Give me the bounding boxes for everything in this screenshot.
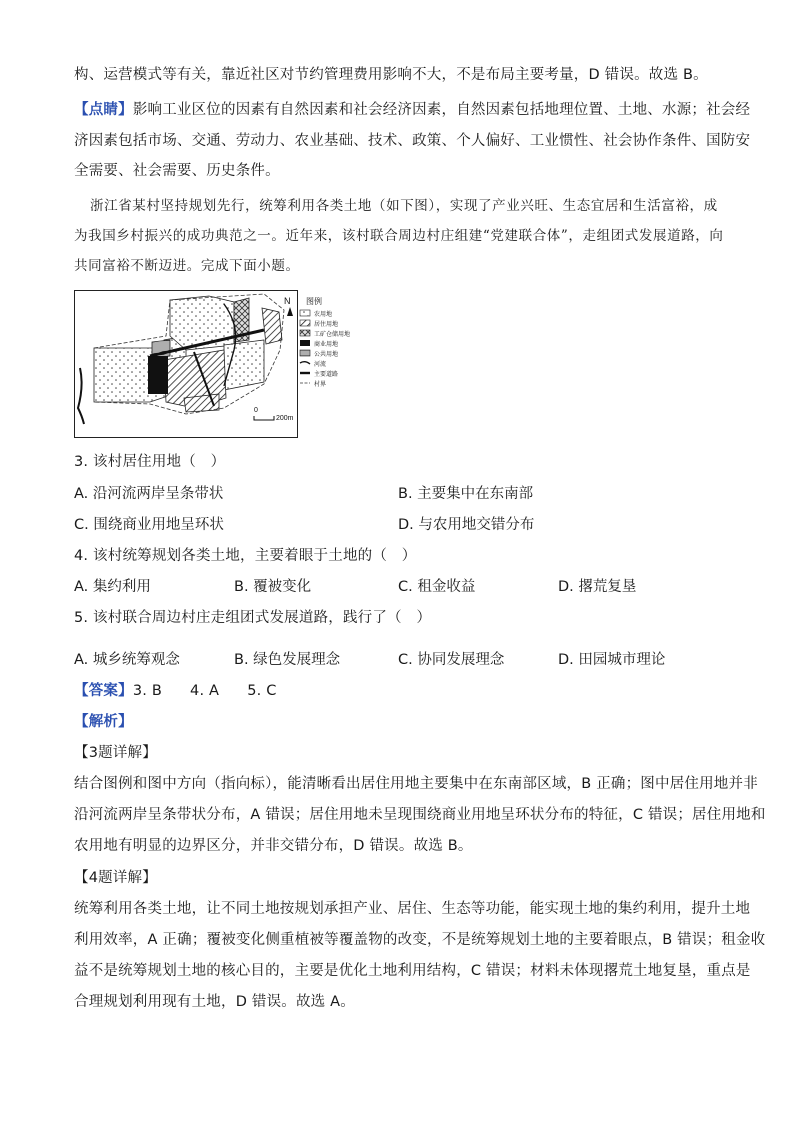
residential-area — [262, 308, 282, 344]
north-label: N — [284, 296, 291, 306]
tip-paragraph — [74, 100, 750, 120]
detail-line: 沿河流两岸呈条带状分布，A 错误；居住用地未呈现围绕商业用地呈环状分布的特征，C 错误；居住用地和 — [74, 807, 766, 823]
option: C. 协同发展理念 — [398, 652, 505, 668]
detail-line: 合理规划利用现有土地，D 错误。故选 A。 — [74, 994, 356, 1010]
option: C. 租金收益 — [398, 579, 476, 595]
option: C. 围绕商业用地呈环状 — [74, 517, 224, 533]
analysis-tag: 【解析】 — [74, 714, 133, 730]
answer-value: 3. B — [132, 683, 163, 699]
legend-label: 居住用地 — [314, 321, 339, 328]
text-line: 构、运营模式等有关，靠近社区对节约管理费用影响不大，不是布局主要考量，D 错误。故选 B。 — [74, 67, 708, 83]
detail-line: 统筹利用各类土地，让不同土地按规划承担产业、居住、生态等功能，能实现土地的集约利用，提升土地 — [74, 901, 751, 917]
detail-line: 农用地有明显的边界区分，并非交错分布，D 错误。故选 B。 — [74, 838, 473, 854]
legend-title: 图例 — [306, 297, 322, 306]
option: A. 城乡统筹观念 — [74, 652, 180, 668]
option: B. 主要集中在东南部 — [398, 486, 534, 502]
legend-swatch-residential — [300, 320, 310, 326]
legend-swatch-farmland — [300, 310, 310, 316]
legend-label: 公共用地 — [314, 351, 339, 358]
option: A. 沿河流两岸呈条带状 — [74, 486, 224, 502]
scale-zero: 0 — [254, 407, 258, 414]
intro-line: 共同富裕不断迈进。完成下面小题。 — [74, 258, 300, 274]
legend-label: 村界 — [314, 381, 327, 388]
question-stem: 3. 该村居住用地（ ） — [74, 454, 226, 470]
option: A. 集约利用 — [74, 579, 151, 595]
legend-swatch-river — [300, 362, 310, 364]
detail-line: 益不是统筹规划土地的核心目的，主要是优化土地利用结构，C 错误；材料未体现撂荒土地复垦，重点是 — [74, 963, 751, 979]
legend-label: 主要道路 — [314, 371, 339, 378]
legend-swatch-public — [300, 350, 310, 356]
land-use-map — [74, 290, 354, 438]
detail-line: 结合图例和图中方向（指向标），能清晰看出居住用地主要集中在东南部区域，B 正确；图中居住用地并非 — [74, 776, 758, 792]
text-line: 全需要、社会需要、历史条件。 — [74, 163, 280, 179]
answer-value: 5. C — [247, 683, 277, 699]
option: D. 田园城市理论 — [558, 652, 666, 668]
legend-swatch-commercial — [300, 340, 310, 346]
answer-value: 4. A — [190, 683, 220, 699]
legend-label: 商业用地 — [314, 341, 339, 348]
intro-line: 为我国乡村振兴的成功典范之一。近年来，该村联合周边村庄组建“党建联合体”，走组团式发展道路，向 — [74, 228, 724, 244]
question-stem: 5. 该村联合周边村庄走组团式发展道路，践行了（ ） — [74, 610, 432, 626]
text-line: 影响工业区位的因素有自然因素和社会经济因素，自然因素包括地理位置、土地、水源；社会经 — [132, 102, 751, 118]
detail-tag: 【4题详解】 — [74, 870, 157, 886]
detail-tag: 【3题详解】 — [74, 745, 157, 761]
option: B. 绿色发展理念 — [234, 652, 341, 668]
legend-label: 农用地 — [314, 311, 333, 318]
commercial-area — [148, 356, 168, 394]
legend-label: 工矿仓储用地 — [314, 331, 351, 338]
intro-line: 浙江省某村坚持规划先行，统筹利用各类土地（如下图），实现了产业兴旺、生态宜居和生活富裕，成 — [90, 198, 718, 214]
detail-line: 利用效率，A 正确；覆被变化侧重植被等覆盖物的改变，不是统筹规划土地的主要着眼点，B 错误；租金收 — [74, 932, 766, 948]
scale-label: 200m — [276, 415, 294, 422]
tip-tag: 【点睛】 — [74, 102, 133, 118]
text-line: 济因素包括市场、交通、劳动力、农业基础、技术、政策、个人偏好、工业惯性、社会协作条件、国防安 — [74, 133, 751, 149]
option: D. 撂荒复垦 — [558, 579, 637, 595]
option: D. 与农用地交错分布 — [398, 517, 535, 533]
question-stem: 4. 该村统筹规划各类土地，主要着眼于土地的（ ） — [74, 548, 417, 564]
legend-label: 河流 — [314, 361, 327, 368]
option: B. 覆被变化 — [234, 579, 312, 595]
legend-swatch-industrial — [300, 330, 310, 336]
answer-line — [74, 681, 277, 701]
answer-tag: 【答案】 — [74, 683, 133, 699]
